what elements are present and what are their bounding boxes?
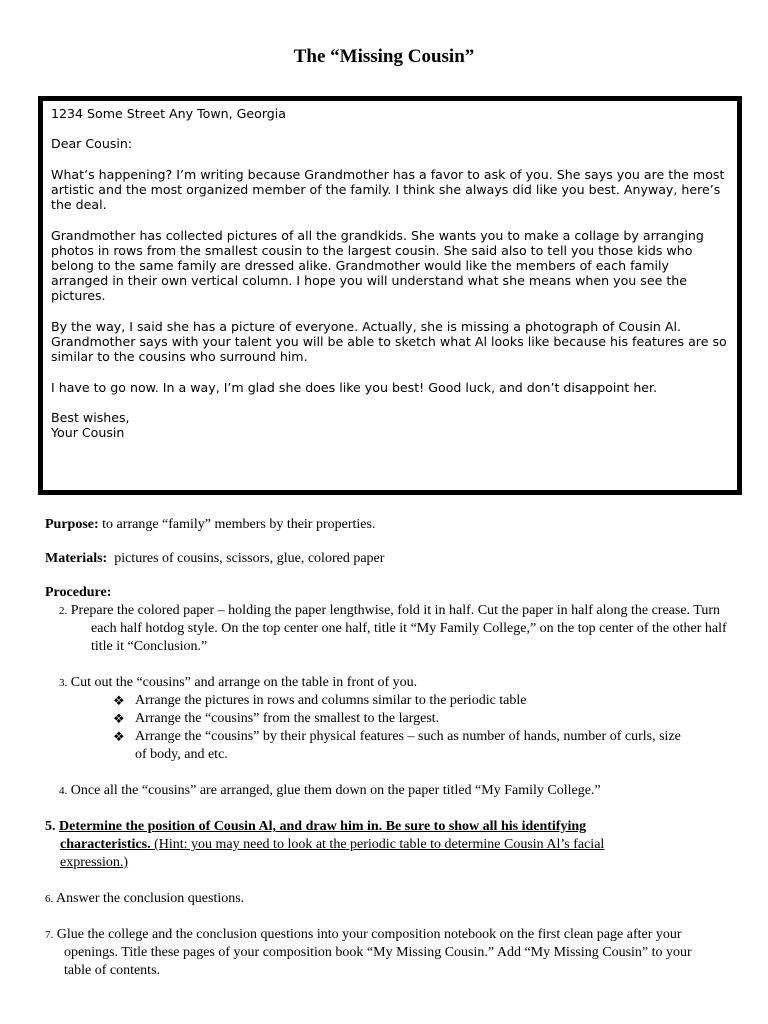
bullet-text: Arrange the “cousins” by their physical features – such as number of hands, number of curls, size of body, and etc. [135,729,681,762]
letter-paragraph: I have to go now. In a way, I’m glad she does like you best! Good luck, and don’t disappoint her. [51,379,658,395]
diamond-bullet-icon: ❖ [113,711,125,726]
step-5 [45,818,735,872]
list-item [45,692,735,710]
diamond-bullet-icon: ❖ [113,693,125,708]
diamond-bullet-icon: ❖ [113,729,125,744]
step-3-bullets [45,692,735,764]
materials-label: Materials: [45,551,108,566]
letter-paragraph: By the way, I said she has a picture of everyone. Actually, she is missing a photograph of Cousin Al. Grandmother says with your talent you will be able to sketch what Al looks like because his features are so similar to the cousins who surround him. [51,318,727,365]
materials-line [45,550,735,568]
step-3 [45,674,735,692]
letter-signature: Your Cousin [51,425,125,441]
letter-closing: Best wishes, [51,409,130,425]
bullet-text: Arrange the pictures in rows and columns similar to the periodic table [135,693,527,708]
letter-paragraph: Grandmother has collected pictures of all the grandkids. She wants you to make a collage by arranging photos in rows from the smallest cousin to the largest cousin. She said also to tell you those kids who belong to the same family are dressed alike. Grandmother would like the members of each family arranged in their own vertical column. I hope you will understand what she means when you see the pictures. [51,227,704,304]
step-text: Cut out the “cousins” and arrange on the table in front of you. [70,675,418,690]
materials-text: pictures of cousins, scissors, glue, colored paper [107,551,385,566]
step-number: 3. [59,677,68,689]
procedure-label: Procedure: [45,585,112,600]
step-4 [45,782,735,800]
bullet-text: Arrange the “cousins” from the smallest to the largest. [135,711,440,726]
worksheet-body [45,516,735,980]
step-number: 4. [59,785,68,797]
purpose-label: Purpose: [45,517,99,532]
step-number: 2. [59,605,68,617]
step-6 [45,890,735,908]
step-number: 5. [45,819,56,834]
step-5-hint: (Hint: you may need to look at the periodic table to determine Cousin Al’s facial expression.) [60,837,605,870]
purpose-line [45,516,735,534]
letter-salutation: Dear Cousin: [51,136,133,152]
step-2 [45,602,735,656]
purpose-text: to arrange “family” members by their properties. [98,517,376,532]
letter-paragraph: What’s happening? I’m writing because Grandmother has a favor to ask of you. She says you are the most artistic and the most organized member of the family. I think she always did like you best. Anyway, here’s the deal. [51,166,725,213]
step-text: Glue the college and the conclusion questions into your composition notebook on the first clean page after your openings. Title these pages of your composition book “My Missing Cousin.” Add “My Missing Cousin” to your table of contents. [56,927,692,978]
step-7 [45,926,735,980]
letter-box [38,96,742,495]
step-5-instruction: Determine the position of Cousin Al, and draw him in. Be sure to show all his identifying characteristics. [59,819,587,852]
list-item [45,728,735,764]
step-number: 7. [45,929,54,941]
letter-address: 1234 Some Street Any Town, Georgia [51,106,287,121]
step-number: 6. [45,893,54,905]
step-text: Once all the “cousins” are arranged, glue them down on the paper titled “My Family College.” [70,783,601,798]
step-text: Prepare the colored paper – holding the paper lengthwise, fold it in half. Cut the paper in half along the crease. Turn each half hotdog style. On the top center one half, title it “My Family College,” on the top center of the other half title it “Conclusion.” [70,603,727,654]
list-item [45,710,735,728]
page-title: The “Missing Cousin” [293,46,475,67]
step-text: Answer the conclusion questions. [55,891,245,906]
